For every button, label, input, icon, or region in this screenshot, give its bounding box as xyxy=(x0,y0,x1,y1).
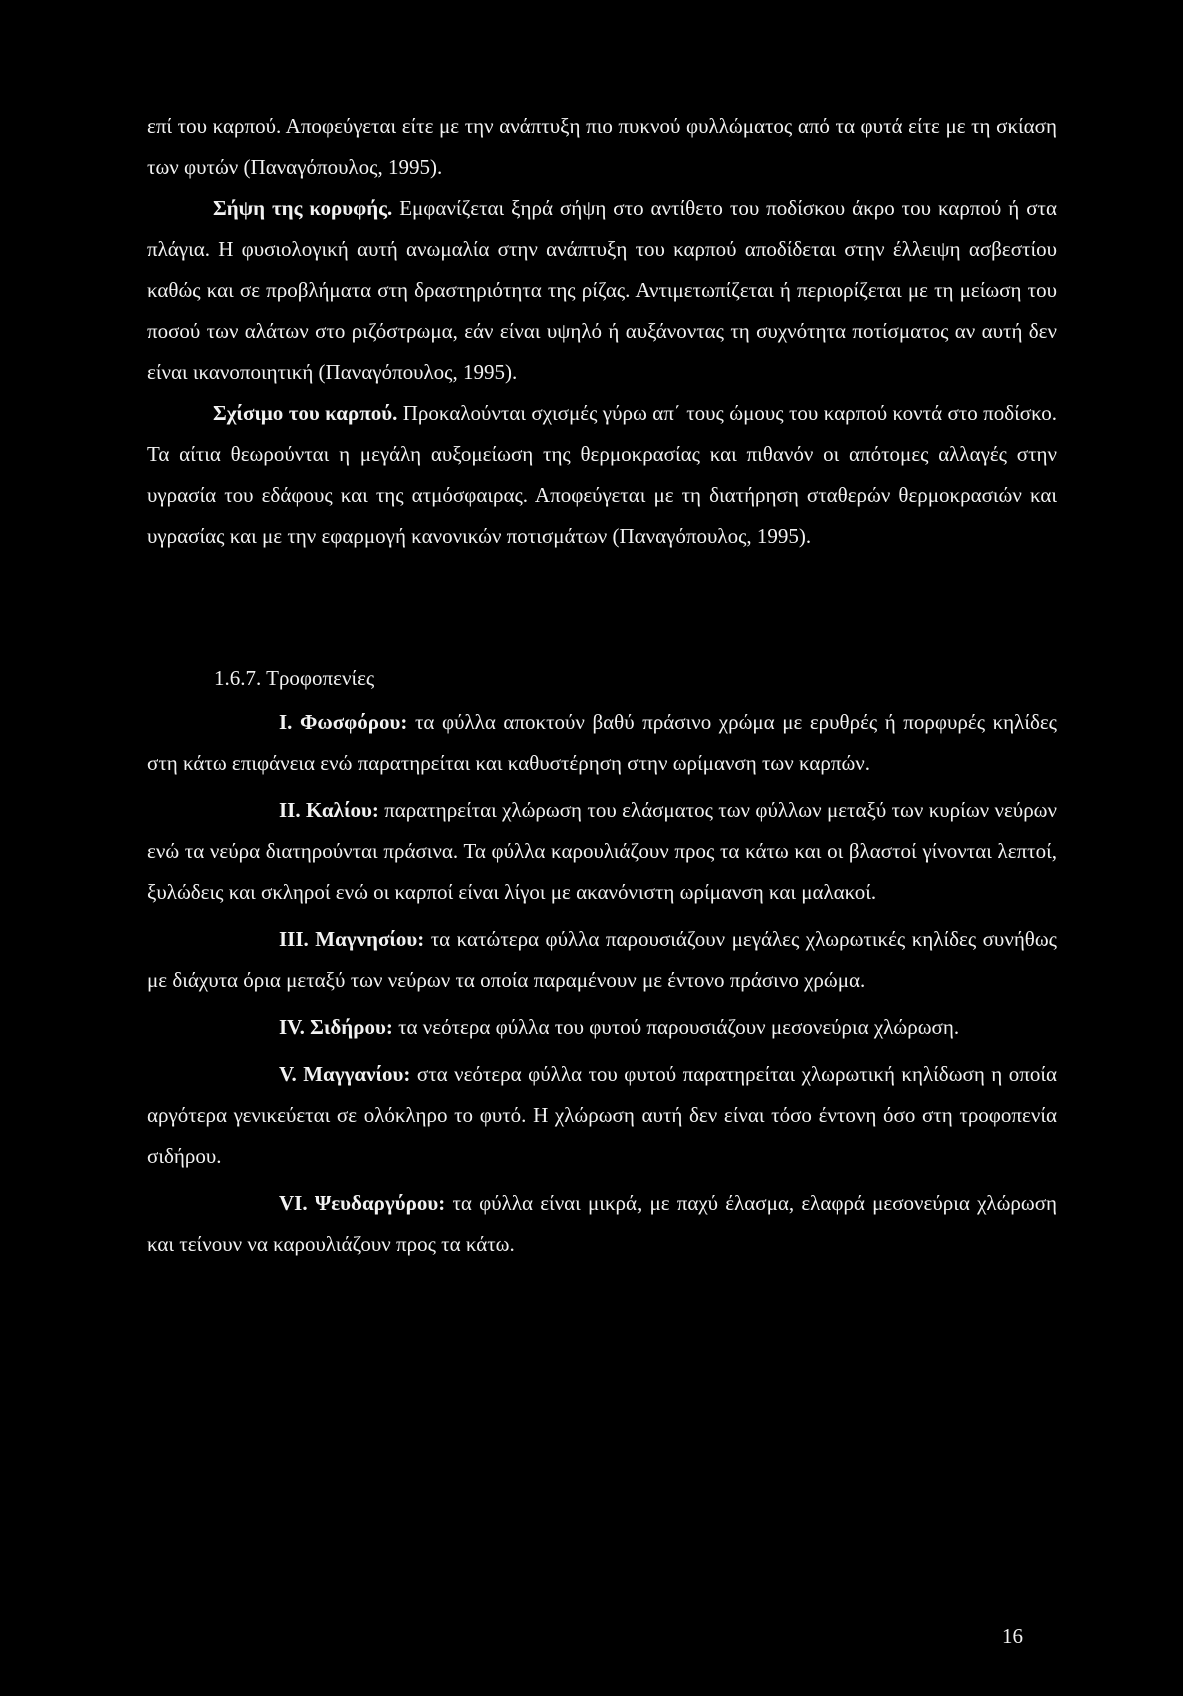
deficiency-item-potassium: ΙΙ. Καλίου: παρατηρείται χλώρωση του ελάσματος των φύλλων μεταξύ των κυρίων νεύρων ενώ τα νεύρα διατηρούνται πράσινα. Τα φύλλα καρουλιάζουν προς τα κάτω και οι βλαστοί γίνονται λεπτοί, ξυλώδεις και σκληροί ενώ οι καρποί είναι λίγοι με ακανόνιστη ωρίμανση και μαλακοί. xyxy=(147,798,1057,904)
body-text-top xyxy=(147,106,1057,557)
deficiency-item-phosphorus: Ι. Φωσφόρου: τα φύλλα αποκτούν βαθύ πράσινο χρώμα με ερυθρές ή πορφυρές κηλίδες στη κάτω επιφάνεια ενώ παρατηρείται και καθυστέρηση στην ωρίμανση των καρπών. xyxy=(147,710,1057,775)
section-heading: 1.6.7. Τροφοπενίες xyxy=(214,666,375,690)
term-blossom-end-rot: Σήψη της κορυφής. xyxy=(213,196,393,220)
deficiency-item-iron: IV. Σιδήρου: τα νεότερα φύλλα του φυτού παρουσιάζουν μεσονεύρια χλώρωση. xyxy=(279,1015,960,1039)
page-number: 16 xyxy=(1002,1624,1023,1648)
paragraph-fruit-cracking: Σχίσιμο του καρπού. Προκαλούνται σχισμές γύρω απ΄ τους ώμους του καρπού κοντά στο ποδίσκο. Τα αίτια θεωρούνται η μεγάλη αυξομείωση της θερμοκρασίας και πιθανόν οι απότομες αλλαγές στην υγρασία του εδάφους και της ατμόσφαιρας. Αποφεύγεται με τη διατήρηση σταθερών θερμοκρασιών και υγρασίας και με την εφαρμογή κανονικών ποτισμάτων (Παναγόπουλος, 1995). xyxy=(147,401,1057,548)
deficiency-item-magnesium: ΙΙΙ. Μαγνησίου: τα κατώτερα φύλλα παρουσιάζουν μεγάλες χλωρωτικές κηλίδες συνήθως με διάχυτα όρια μεταξύ των νεύρων τα οποία παραμένουν με έντονο πράσινο χρώμα. xyxy=(147,927,1057,992)
deficiency-list xyxy=(147,702,1057,1271)
deficiency-item-zinc: VI. Ψευδαργύρου: τα φύλλα είναι μικρά, με παχύ έλασμα, ελαφρά μεσονεύρια χλώρωση και τείνουν να καρουλιάζουν προς τα κάτω. xyxy=(147,1191,1058,1256)
deficiency-item-manganese: V. Μαγγανίου: στα νεότερα φύλλα του φυτού παρατηρείται χλωρωτική κηλίδωση η οποία αργότερα γενικεύεται σε ολόκληρο το φυτό. Η χλώρωση αυτή δεν είναι τόσο έντονη όσο στη τροφοπενία σιδήρου. xyxy=(147,1062,1058,1168)
paragraph-fruit-protection: επί του καρπού. Αποφεύγεται είτε με την ανάπτυξη πιο πυκνού φυλλώματος από τα φυτά είτε με τη σκίαση των φυτών (Παναγόπουλος, 1995). xyxy=(147,114,1057,179)
paragraph-blossom-end-rot: Σήψη της κορυφής. Εμφανίζεται ξηρά σήψη στο αντίθετο του ποδίσκου άκρο του καρπού ή στα πλάγια. Η φυσιολογική αυτή ανωμαλία στην ανάπτυξη του καρπού αποδίδεται στην έλλειψη ασβεστίου καθώς και σε προβλήματα στη δραστηριότητα της ρίζας. Αντιμετωπίζεται ή περιορίζεται με τη μείωση του ποσού των αλάτων στο ριζόστρωμα, εάν είναι υψηλό ή αυξάνοντας τη συχνότητα ποτίσματος αν αυτή δεν είναι ικανοποιητική (Παναγόπουλος, 1995). xyxy=(147,196,1057,384)
term-fruit-cracking: Σχίσιμο του καρπού. xyxy=(213,401,398,425)
